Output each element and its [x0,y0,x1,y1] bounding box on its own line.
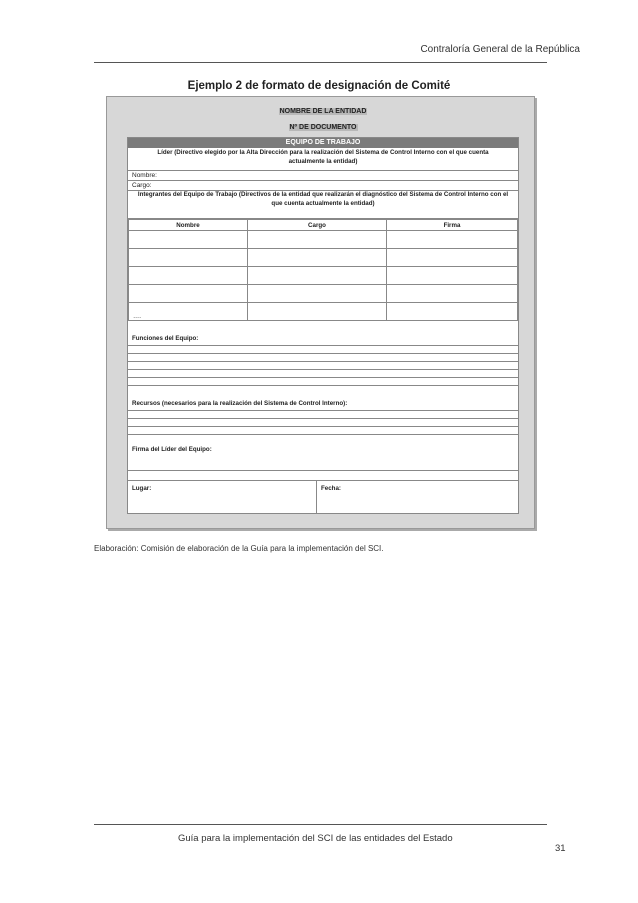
members-table-header [129,220,518,231]
functions-line[interactable] [128,370,518,378]
table-row [129,231,518,249]
cell[interactable] [248,249,387,267]
cell[interactable] [387,285,518,303]
leader-signature-field[interactable]: Firma del Líder del Equipo: [128,435,518,471]
cell[interactable] [387,303,518,321]
ellipsis-cell[interactable]: …. [129,303,248,321]
resources-line[interactable] [128,419,518,427]
cell[interactable] [129,249,248,267]
functions-line[interactable] [128,346,518,354]
resources-label: Recursos (necesarios para la realización del Sistema de Control Interno): [128,386,518,411]
header-org: Contraloría General de la República [420,44,580,55]
cell[interactable] [129,231,248,249]
table-row [129,285,518,303]
form-frame [106,96,535,529]
place-date-row [128,480,518,513]
functions-line[interactable] [128,354,518,362]
team-header: EQUIPO DE TRABAJO [128,138,518,148]
committee-form [127,137,519,514]
leader-description: Líder (Directivo elegido por la Alta Dirección para la realización del Sistema de Control Interno con el que cuenta actualmente la entidad) [128,148,518,171]
resources-line[interactable] [128,411,518,419]
cell[interactable] [387,231,518,249]
col-firma: Firma [387,220,518,231]
header-divider [94,62,547,63]
functions-label: Funciones del Equipo: [128,321,518,346]
place-field[interactable]: Lugar: [128,481,317,513]
cell[interactable] [248,231,387,249]
members-description: Integrantes del Equipo de Trabajo (Directivos de la entidad que realizarán el diagnóstico del Sistema de Control Interno con el que cuenta actualmente la entidad) [128,191,518,219]
entity-name-text: NOMBRE DE LA ENTIDAD [279,108,367,115]
form-inner [127,107,519,514]
footer-divider [94,824,547,825]
page-title: Ejemplo 2 de formato de designación de Comité [187,80,451,92]
table-row [129,303,518,321]
role-field[interactable]: Cargo: [128,181,518,191]
figure-caption: Elaboración: Comisión de elaboración de la Guía para la implementación del SCI. [94,544,384,553]
entity-name [127,107,519,117]
page-number: 31 [555,843,566,854]
name-field[interactable]: Nombre: [128,171,518,181]
footer-text: Guía para la implementación del SCI de las entidades del Estado [178,833,453,844]
cell[interactable] [387,249,518,267]
col-nombre: Nombre [129,220,248,231]
table-row [129,249,518,267]
functions-line[interactable] [128,362,518,370]
col-cargo: Cargo [248,220,387,231]
resources-line[interactable] [128,427,518,435]
members-table [128,219,518,321]
doc-number [127,123,519,133]
functions-line[interactable] [128,378,518,386]
table-row [129,267,518,285]
cell[interactable] [248,267,387,285]
cell[interactable] [248,303,387,321]
date-field[interactable]: Fecha: [321,485,341,493]
cell[interactable] [129,285,248,303]
cell[interactable] [387,267,518,285]
doc-number-text: Nº DE DOCUMENTO [289,124,357,131]
cell[interactable] [248,285,387,303]
cell[interactable] [129,267,248,285]
